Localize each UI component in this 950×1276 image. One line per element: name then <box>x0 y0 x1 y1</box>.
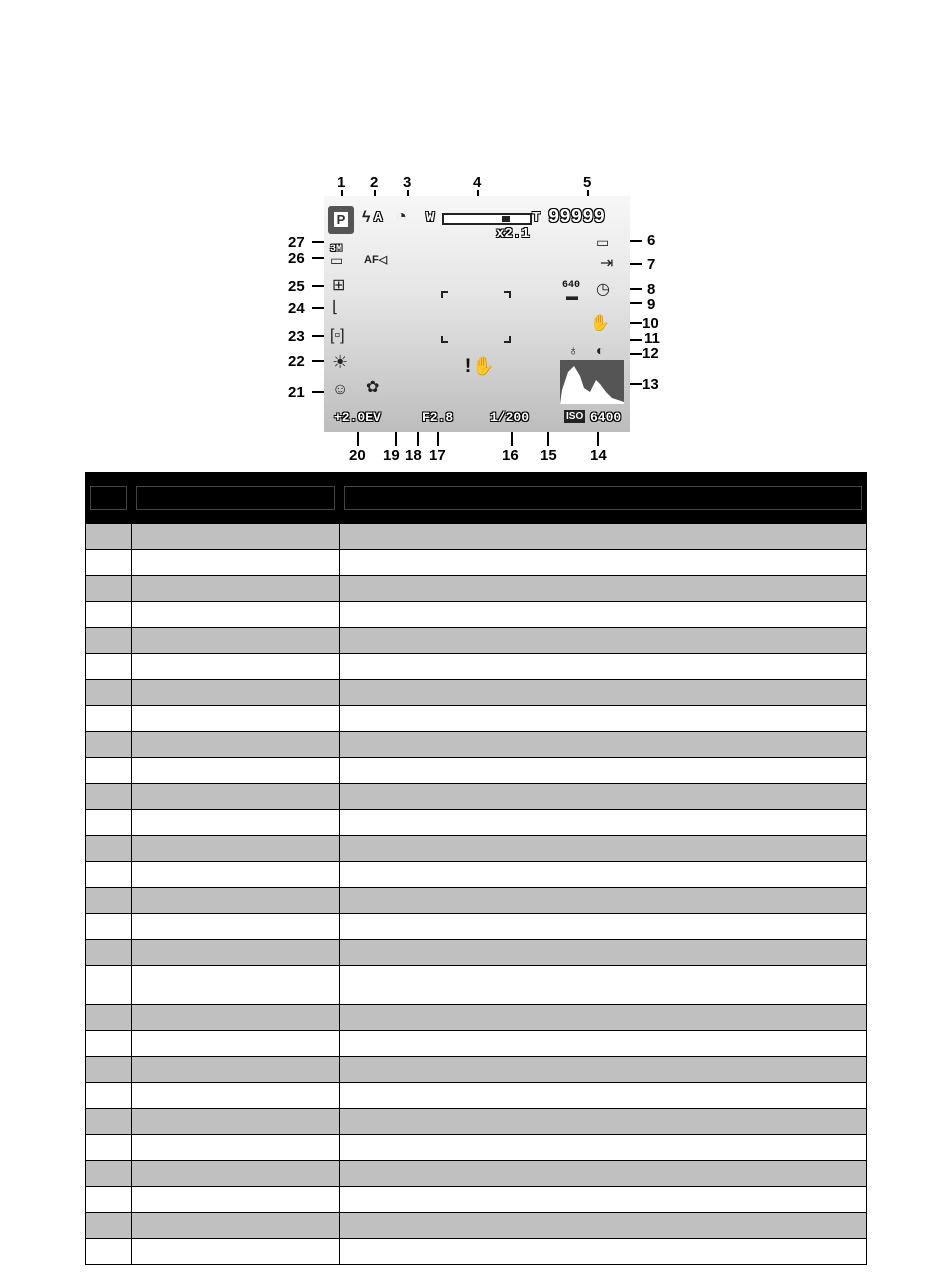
table-body <box>86 524 867 1265</box>
table-cell-item <box>132 576 340 602</box>
table-cell-desc <box>340 550 867 576</box>
histogram-graph <box>560 360 624 404</box>
focus-area-icon: [▫] <box>330 327 345 344</box>
table-cell-desc <box>340 1031 867 1057</box>
callout-11: 11 <box>644 330 660 347</box>
table-cell-desc <box>340 706 867 732</box>
table-row <box>86 888 867 914</box>
table-row <box>86 524 867 550</box>
shake-warning: ! <box>462 356 475 379</box>
table-cell-desc <box>340 810 867 836</box>
table-cell-desc <box>340 888 867 914</box>
callout-13: 13 <box>642 376 659 393</box>
video-size-icon: ▬ <box>566 289 578 303</box>
table-row <box>86 940 867 966</box>
header-item <box>132 473 340 524</box>
zoom-bar-marker <box>502 216 510 222</box>
metering-icon: ⌊ <box>332 299 339 316</box>
table-row <box>86 810 867 836</box>
table-row <box>86 576 867 602</box>
table-cell-desc <box>340 966 867 1005</box>
table-cell-no <box>86 966 132 1005</box>
callout-4: 4 <box>473 174 482 191</box>
callout-15: 15 <box>540 447 557 464</box>
table-row <box>86 550 867 576</box>
table-cell-no <box>86 1135 132 1161</box>
table-cell-item <box>132 888 340 914</box>
table-cell-item <box>132 680 340 706</box>
table-cell-desc <box>340 1083 867 1109</box>
histogram <box>560 360 624 404</box>
header-description <box>340 473 867 524</box>
quality-icon: ⊞ <box>332 277 346 294</box>
table-cell-item <box>132 602 340 628</box>
table-row <box>86 1057 867 1083</box>
table-header-row <box>86 473 867 524</box>
table-cell-no <box>86 888 132 914</box>
callout-9: 9 <box>647 296 656 313</box>
table-cell-item <box>132 1057 340 1083</box>
table-cell-desc <box>340 836 867 862</box>
exposure-value: +2.0EV <box>334 410 381 425</box>
table-cell-item <box>132 1109 340 1135</box>
table-cell-no <box>86 940 132 966</box>
macro-icon: ✿ <box>366 379 380 396</box>
table-cell-desc <box>340 1161 867 1187</box>
table-cell-no <box>86 836 132 862</box>
table-row <box>86 758 867 784</box>
table-cell-no <box>86 810 132 836</box>
table-row <box>86 602 867 628</box>
legend-table <box>85 472 866 1265</box>
table-row <box>86 836 867 862</box>
callout-5: 5 <box>583 174 592 191</box>
table-cell-desc <box>340 784 867 810</box>
table-cell-item <box>132 836 340 862</box>
iso-label: ISO <box>566 411 584 422</box>
table-cell-no <box>86 576 132 602</box>
table-row <box>86 914 867 940</box>
table-row <box>86 706 867 732</box>
table-cell-no <box>86 1057 132 1083</box>
table-cell-item <box>132 706 340 732</box>
table-cell-no <box>86 1005 132 1031</box>
table-cell-no <box>86 1187 132 1213</box>
table-cell-desc <box>340 862 867 888</box>
table-row <box>86 1005 867 1031</box>
table-cell-no <box>86 1083 132 1109</box>
table-cell-desc <box>340 628 867 654</box>
table-cell-no <box>86 654 132 680</box>
table-cell-no <box>86 732 132 758</box>
table-cell-desc <box>340 680 867 706</box>
table-cell-item <box>132 732 340 758</box>
table-cell-item <box>132 1239 340 1265</box>
aperture-value: F2.8 <box>422 410 454 425</box>
table-cell-desc <box>340 914 867 940</box>
table-cell-no <box>86 628 132 654</box>
table-cell-desc <box>340 524 867 550</box>
table-cell-item <box>132 940 340 966</box>
callout-19: 19 <box>383 447 400 464</box>
table-cell-item <box>132 1005 340 1031</box>
face-detect-icon: ☺ <box>332 381 349 398</box>
flash-icon: ϟ <box>362 209 371 226</box>
table-cell-item <box>132 1135 340 1161</box>
shots-remaining: 99999 <box>548 206 606 228</box>
table-cell-item <box>132 758 340 784</box>
memory-card-icon: ⇥ <box>600 255 614 272</box>
table-cell-desc <box>340 1213 867 1239</box>
zoom-bar <box>442 213 532 225</box>
zoom-ratio: x2.1 <box>496 226 530 242</box>
table-cell-desc <box>340 1109 867 1135</box>
table-cell-desc <box>340 1057 867 1083</box>
callout-26: 26 <box>288 250 305 267</box>
table-cell-item <box>132 1213 340 1239</box>
contrast-icon: ◐ <box>596 342 605 358</box>
table-cell-no <box>86 758 132 784</box>
callout-18: 18 <box>405 447 422 464</box>
table-cell-desc <box>340 602 867 628</box>
table-cell-no <box>86 1109 132 1135</box>
image-size-icon: ▭ <box>330 252 344 268</box>
table-cell-item <box>132 550 340 576</box>
lcd-screen <box>324 196 630 432</box>
callout-7: 7 <box>647 256 656 273</box>
callout-14: 14 <box>590 447 607 464</box>
table-cell-no <box>86 1161 132 1187</box>
table-row <box>86 1109 867 1135</box>
callout-8: 8 <box>647 281 656 298</box>
date-stamp-icon: ◷ <box>596 281 610 298</box>
header-no <box>86 473 132 524</box>
table-cell-no <box>86 914 132 940</box>
table-cell-desc <box>340 576 867 602</box>
hand-shake-icon: ✋ <box>472 356 495 376</box>
table-cell-desc <box>340 732 867 758</box>
video-resolution: 640 <box>562 280 581 291</box>
anti-shake-icon: ✋ <box>590 315 610 332</box>
zoom-wide-label: W <box>426 210 435 226</box>
table-cell-no <box>86 602 132 628</box>
table-cell-no <box>86 1239 132 1265</box>
table-cell-item <box>132 1083 340 1109</box>
table-cell-desc <box>340 1187 867 1213</box>
table-cell-desc <box>340 1239 867 1265</box>
callout-27: 27 <box>288 234 305 251</box>
callout-6: 6 <box>647 232 656 249</box>
table-cell-item <box>132 862 340 888</box>
table-cell-desc <box>340 940 867 966</box>
table-row <box>86 784 867 810</box>
callout-10: 10 <box>642 315 659 332</box>
table-row <box>86 1239 867 1265</box>
callout-25: 25 <box>288 278 305 295</box>
table-cell-no <box>86 680 132 706</box>
callout-23: 23 <box>288 328 305 345</box>
table-row <box>86 1135 867 1161</box>
resolution-badge: 3M <box>330 244 343 255</box>
mode-label: P <box>334 212 348 227</box>
table-cell-no <box>86 862 132 888</box>
table-cell-item <box>132 628 340 654</box>
table-cell-item <box>132 654 340 680</box>
callout-2: 2 <box>370 174 379 191</box>
table-row <box>86 680 867 706</box>
callout-1: 1 <box>337 174 346 191</box>
table-cell-item <box>132 1161 340 1187</box>
table-cell-desc <box>340 758 867 784</box>
mode-badge <box>328 206 354 234</box>
af-lamp-icon: AF◁ <box>364 254 388 266</box>
iso-value: 6400 <box>590 410 622 425</box>
table-cell-desc <box>340 654 867 680</box>
callout-16: 16 <box>502 447 519 464</box>
table-cell-item <box>132 810 340 836</box>
table-cell-item <box>132 1187 340 1213</box>
table-row <box>86 628 867 654</box>
callout-21: 21 <box>288 384 305 401</box>
white-balance-icon: ☀ <box>332 352 349 372</box>
shutter-speed: 1/200 <box>490 410 530 425</box>
callout-12: 12 <box>642 345 659 362</box>
table-cell-item <box>132 784 340 810</box>
table-cell-item <box>132 1031 340 1057</box>
table-cell-no <box>86 784 132 810</box>
table-row <box>86 1161 867 1187</box>
table-cell-no <box>86 524 132 550</box>
table-cell-no <box>86 706 132 732</box>
battery-icon: ▭ <box>596 234 610 250</box>
table-cell-desc <box>340 1005 867 1031</box>
table-row <box>86 654 867 680</box>
table-cell-item <box>132 914 340 940</box>
table-cell-item <box>132 966 340 1005</box>
flash-mode: A <box>374 210 383 226</box>
callout-20: 20 <box>349 447 366 464</box>
table-row <box>86 732 867 758</box>
self-timer-icon: ◔ <box>396 206 407 226</box>
table-cell-no <box>86 1213 132 1239</box>
table-cell-no <box>86 1031 132 1057</box>
callout-24: 24 <box>288 300 305 317</box>
table-row <box>86 1083 867 1109</box>
table-row <box>86 1187 867 1213</box>
zoom-tele-label: T <box>532 210 541 226</box>
callout-17: 17 <box>429 447 446 464</box>
table-cell-desc <box>340 1135 867 1161</box>
table-cell-no <box>86 550 132 576</box>
focus-frame-brackets <box>440 290 514 346</box>
callout-22: 22 <box>288 353 305 370</box>
table-row <box>86 862 867 888</box>
table-row <box>86 1031 867 1057</box>
table-row <box>86 966 867 1005</box>
callout-3: 3 <box>403 174 412 191</box>
table-cell-item <box>132 524 340 550</box>
saturation-icon: ♁ <box>568 342 579 358</box>
table-row <box>86 1213 867 1239</box>
